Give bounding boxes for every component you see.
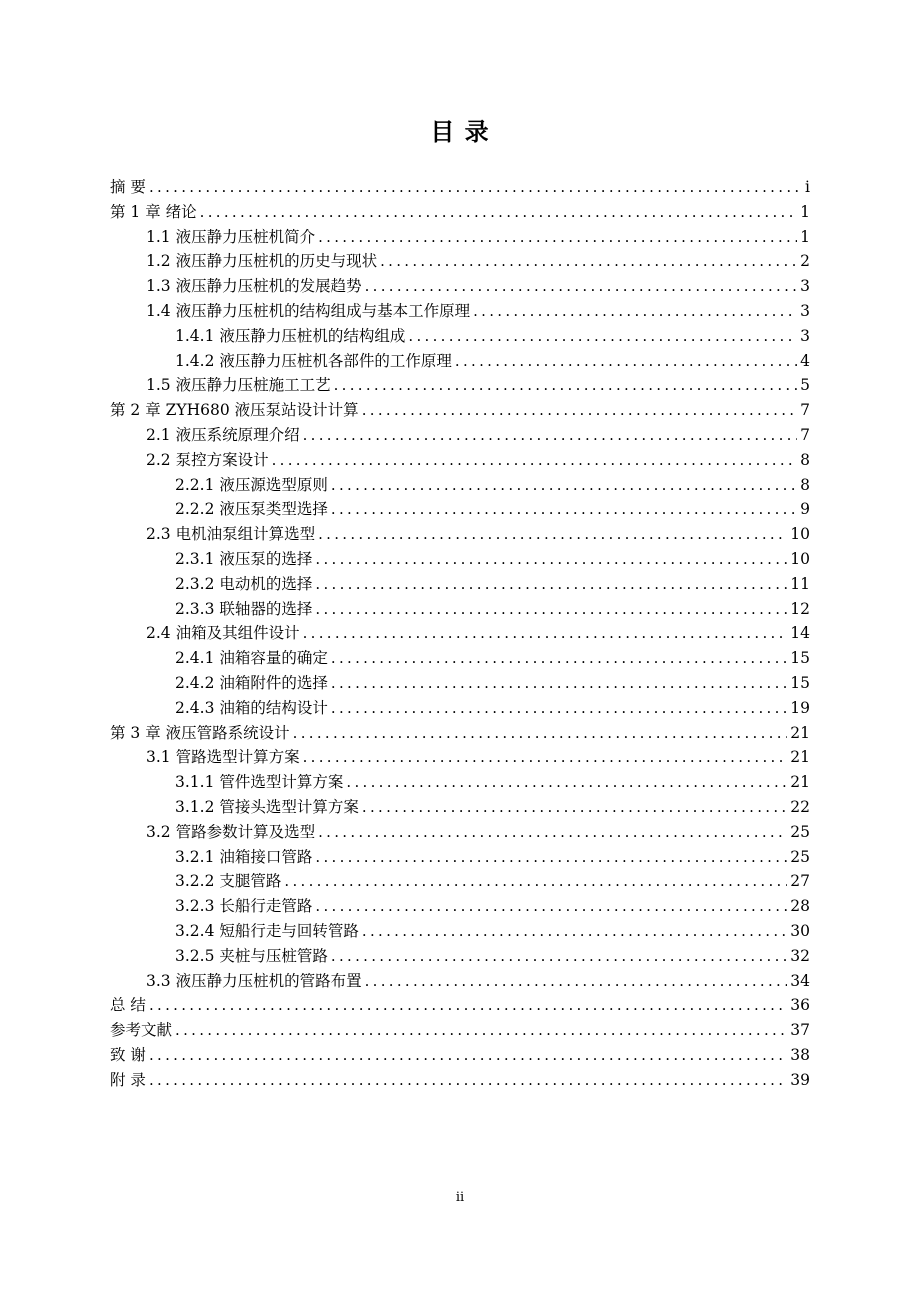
dot-leader	[303, 748, 788, 766]
toc-entry-label: 1.4.1 液压静力压桩机的结构组成	[175, 326, 406, 345]
toc-entry[interactable]	[110, 473, 810, 498]
toc-entry[interactable]	[110, 993, 810, 1018]
toc-entry-label: 2.3.2 电动机的选择	[175, 574, 313, 593]
toc-entry-page: 25	[790, 847, 810, 866]
toc-entry-label: 3.1.1 管件选型计算方案	[175, 773, 344, 792]
dot-leader	[149, 1046, 787, 1064]
dot-leader	[318, 525, 787, 543]
toc-entry[interactable]	[110, 448, 810, 473]
toc-entry-label: 2.4.2 油箱附件的选择	[175, 673, 328, 692]
toc-entry-label: 3.2.5 夹桩与压桩管路	[175, 946, 328, 965]
dot-leader	[149, 1071, 787, 1089]
toc-entry[interactable]	[110, 597, 810, 622]
toc-entry-label: 第 3 章 液压管路系统设计	[110, 723, 290, 742]
toc-entry-page: 3	[800, 277, 810, 296]
dot-leader	[365, 277, 798, 295]
toc-entry-label: 1.3 液压静力压桩机的发展趋势	[146, 277, 362, 296]
toc-entry-page: 39	[790, 1070, 810, 1089]
toc-entry[interactable]	[110, 398, 810, 423]
toc-entry-page: 27	[790, 872, 810, 891]
toc-entry-page: 1	[800, 227, 810, 246]
toc-entry-label: 1.5 液压静力压桩施工工艺	[146, 376, 331, 395]
dot-leader	[318, 228, 797, 246]
toc-entry-label: 2.1 液压系统原理介绍	[146, 425, 300, 444]
toc-entry[interactable]	[110, 721, 810, 746]
dot-leader	[473, 302, 797, 320]
toc-entry-label: 3.2.2 支腿管路	[175, 872, 282, 891]
toc-entry-label: 3.1 管路选型计算方案	[146, 748, 300, 767]
dot-leader	[331, 476, 797, 494]
dot-leader	[318, 823, 787, 841]
toc-entry-page: 37	[790, 1021, 810, 1040]
toc-entry-label: 第 2 章 ZYH680 液压泵站设计计算	[110, 401, 359, 420]
toc-entry-page: 3	[800, 326, 810, 345]
toc-entry-page: 7	[800, 425, 810, 444]
toc-entry[interactable]	[110, 299, 810, 324]
toc-entry-page: 8	[800, 475, 810, 494]
toc-entry[interactable]	[110, 349, 810, 374]
dot-leader	[315, 575, 787, 593]
toc-entry-label: 附 录	[110, 1070, 146, 1089]
toc-entry[interactable]	[110, 175, 810, 200]
toc-entry-label: 2.3.1 液压泵的选择	[175, 549, 313, 568]
toc-entry[interactable]	[110, 423, 810, 448]
toc-entry-page: 19	[790, 698, 810, 717]
toc-entry[interactable]	[110, 200, 810, 225]
toc-entry[interactable]	[110, 894, 810, 919]
toc-entry-page: 22	[790, 797, 810, 816]
toc-entry[interactable]	[110, 1018, 810, 1043]
toc-entry-page: 4	[800, 351, 810, 370]
toc-entry[interactable]	[110, 944, 810, 969]
toc-entry-page: 3	[800, 301, 810, 320]
dot-leader	[272, 451, 798, 469]
dot-leader	[346, 773, 787, 791]
toc-entry[interactable]	[110, 522, 810, 547]
toc-entry-page: 32	[790, 946, 810, 965]
dot-leader	[334, 376, 798, 394]
toc-entry[interactable]	[110, 249, 810, 274]
toc-title: 目 录	[430, 118, 490, 146]
dot-leader	[303, 426, 798, 444]
dot-leader	[331, 947, 787, 965]
toc-entry-label: 第 1 章 绪论	[110, 202, 197, 221]
toc-entry[interactable]	[110, 225, 810, 250]
dot-leader	[284, 872, 787, 890]
toc-entry-label: 1.2 液压静力压桩机的历史与现状	[146, 252, 378, 271]
toc-entry-label: 1.4 液压静力压桩机的结构组成与基本工作原理	[146, 301, 471, 320]
dot-leader	[315, 897, 787, 915]
toc-entry[interactable]	[110, 869, 810, 894]
toc-entry-page: 7	[800, 401, 810, 420]
toc-entry-page: 15	[790, 673, 810, 692]
dot-leader	[315, 848, 787, 866]
dot-leader	[362, 922, 787, 940]
dot-leader	[380, 252, 797, 270]
toc-entry-label: 参考文献	[110, 1021, 173, 1040]
dot-leader	[365, 972, 788, 990]
toc-entry[interactable]	[110, 1068, 810, 1093]
toc-entry[interactable]	[110, 770, 810, 795]
toc-entry[interactable]	[110, 845, 810, 870]
toc-entry-page: 28	[790, 897, 810, 916]
toc-entry[interactable]	[110, 274, 810, 299]
toc-entry-page: 10	[790, 525, 810, 544]
toc-entry-label: 摘 要	[110, 178, 146, 196]
dot-leader	[331, 649, 787, 667]
dot-leader	[331, 699, 787, 717]
toc-entry[interactable]	[110, 497, 810, 522]
toc-entry-label: 2.2.1 液压源选型原则	[175, 475, 328, 494]
toc-entry-label: 3.2.1 油箱接口管路	[175, 847, 313, 866]
dot-leader	[200, 203, 797, 221]
toc-entry-label: 2.4 油箱及其组件设计	[146, 624, 300, 643]
toc-entry[interactable]	[110, 969, 810, 994]
dot-leader	[149, 178, 802, 196]
table-of-contents	[110, 175, 810, 1092]
toc-entry-page: 38	[790, 1045, 810, 1064]
toc-entry-label: 3.2 管路参数计算及选型	[146, 822, 316, 841]
toc-entry-label: 3.3 液压静力压桩机的管路布置	[146, 971, 362, 990]
toc-entry-page: 10	[790, 549, 810, 568]
dot-leader	[455, 352, 797, 370]
toc-entry[interactable]	[110, 696, 810, 721]
toc-entry[interactable]	[110, 820, 810, 845]
toc-entry-label: 2.3 电机油泵组计算选型	[146, 525, 316, 544]
toc-entry-page: 30	[790, 921, 810, 940]
dot-leader	[315, 550, 787, 568]
toc-entry-page: 2	[800, 252, 810, 271]
toc-entry-page: i	[805, 178, 810, 196]
toc-entry[interactable]	[110, 646, 810, 671]
toc-entry-label: 2.3.3 联轴器的选择	[175, 599, 313, 618]
toc-entry[interactable]	[110, 795, 810, 820]
toc-entry-label: 致 谢	[110, 1045, 146, 1064]
toc-entry-page: 34	[790, 971, 810, 990]
dot-leader	[331, 500, 797, 518]
dot-leader	[149, 996, 787, 1014]
dot-leader	[303, 624, 788, 642]
toc-entry-page: 5	[800, 376, 810, 395]
toc-entry-label: 1.4.2 液压静力压桩机各部件的工作原理	[175, 351, 452, 370]
page-number: ii	[455, 1190, 465, 1205]
toc-entry-page: 36	[790, 996, 810, 1015]
toc-entry[interactable]	[110, 572, 810, 597]
toc-entry-page: 21	[790, 748, 810, 767]
toc-entry-label: 2.2 泵控方案设计	[146, 450, 269, 469]
toc-entry-label: 3.2.4 短船行走与回转管路	[175, 921, 359, 940]
toc-entry[interactable]	[110, 1043, 810, 1068]
toc-entry-label: 2.4.1 油箱容量的确定	[175, 649, 328, 668]
dot-leader	[362, 401, 797, 419]
dot-leader	[362, 798, 787, 816]
toc-entry-page: 21	[790, 773, 810, 792]
toc-entry-label: 3.1.2 管接头选型计算方案	[175, 797, 359, 816]
toc-entry-page: 9	[800, 500, 810, 519]
toc-entry[interactable]	[110, 671, 810, 696]
toc-entry-page: 8	[800, 450, 810, 469]
toc-entry[interactable]	[110, 373, 810, 398]
toc-entry[interactable]	[110, 621, 810, 646]
toc-entry-label: 1.1 液压静力压桩机简介	[146, 227, 316, 246]
dot-leader	[331, 674, 787, 692]
toc-entry[interactable]	[110, 919, 810, 944]
toc-entry-page: 14	[790, 624, 810, 643]
toc-entry[interactable]	[110, 745, 810, 770]
toc-entry-label: 3.2.3 长船行走管路	[175, 897, 313, 916]
dot-leader	[315, 600, 787, 618]
toc-entry-page: 25	[790, 822, 810, 841]
toc-entry-page: 12	[790, 599, 810, 618]
toc-entry-page: 11	[790, 574, 810, 593]
toc-entry[interactable]	[110, 324, 810, 349]
dot-leader	[408, 327, 797, 345]
dot-leader	[175, 1021, 787, 1039]
toc-entry-label: 2.2.2 液压泵类型选择	[175, 500, 328, 519]
toc-entry-page: 15	[790, 649, 810, 668]
toc-entry-label: 总 结	[110, 996, 146, 1015]
dot-leader	[293, 724, 788, 742]
toc-entry-page: 21	[790, 723, 810, 742]
toc-entry-label: 2.4.3 油箱的结构设计	[175, 698, 328, 717]
toc-entry-page: 1	[800, 202, 810, 221]
toc-entry[interactable]	[110, 547, 810, 572]
